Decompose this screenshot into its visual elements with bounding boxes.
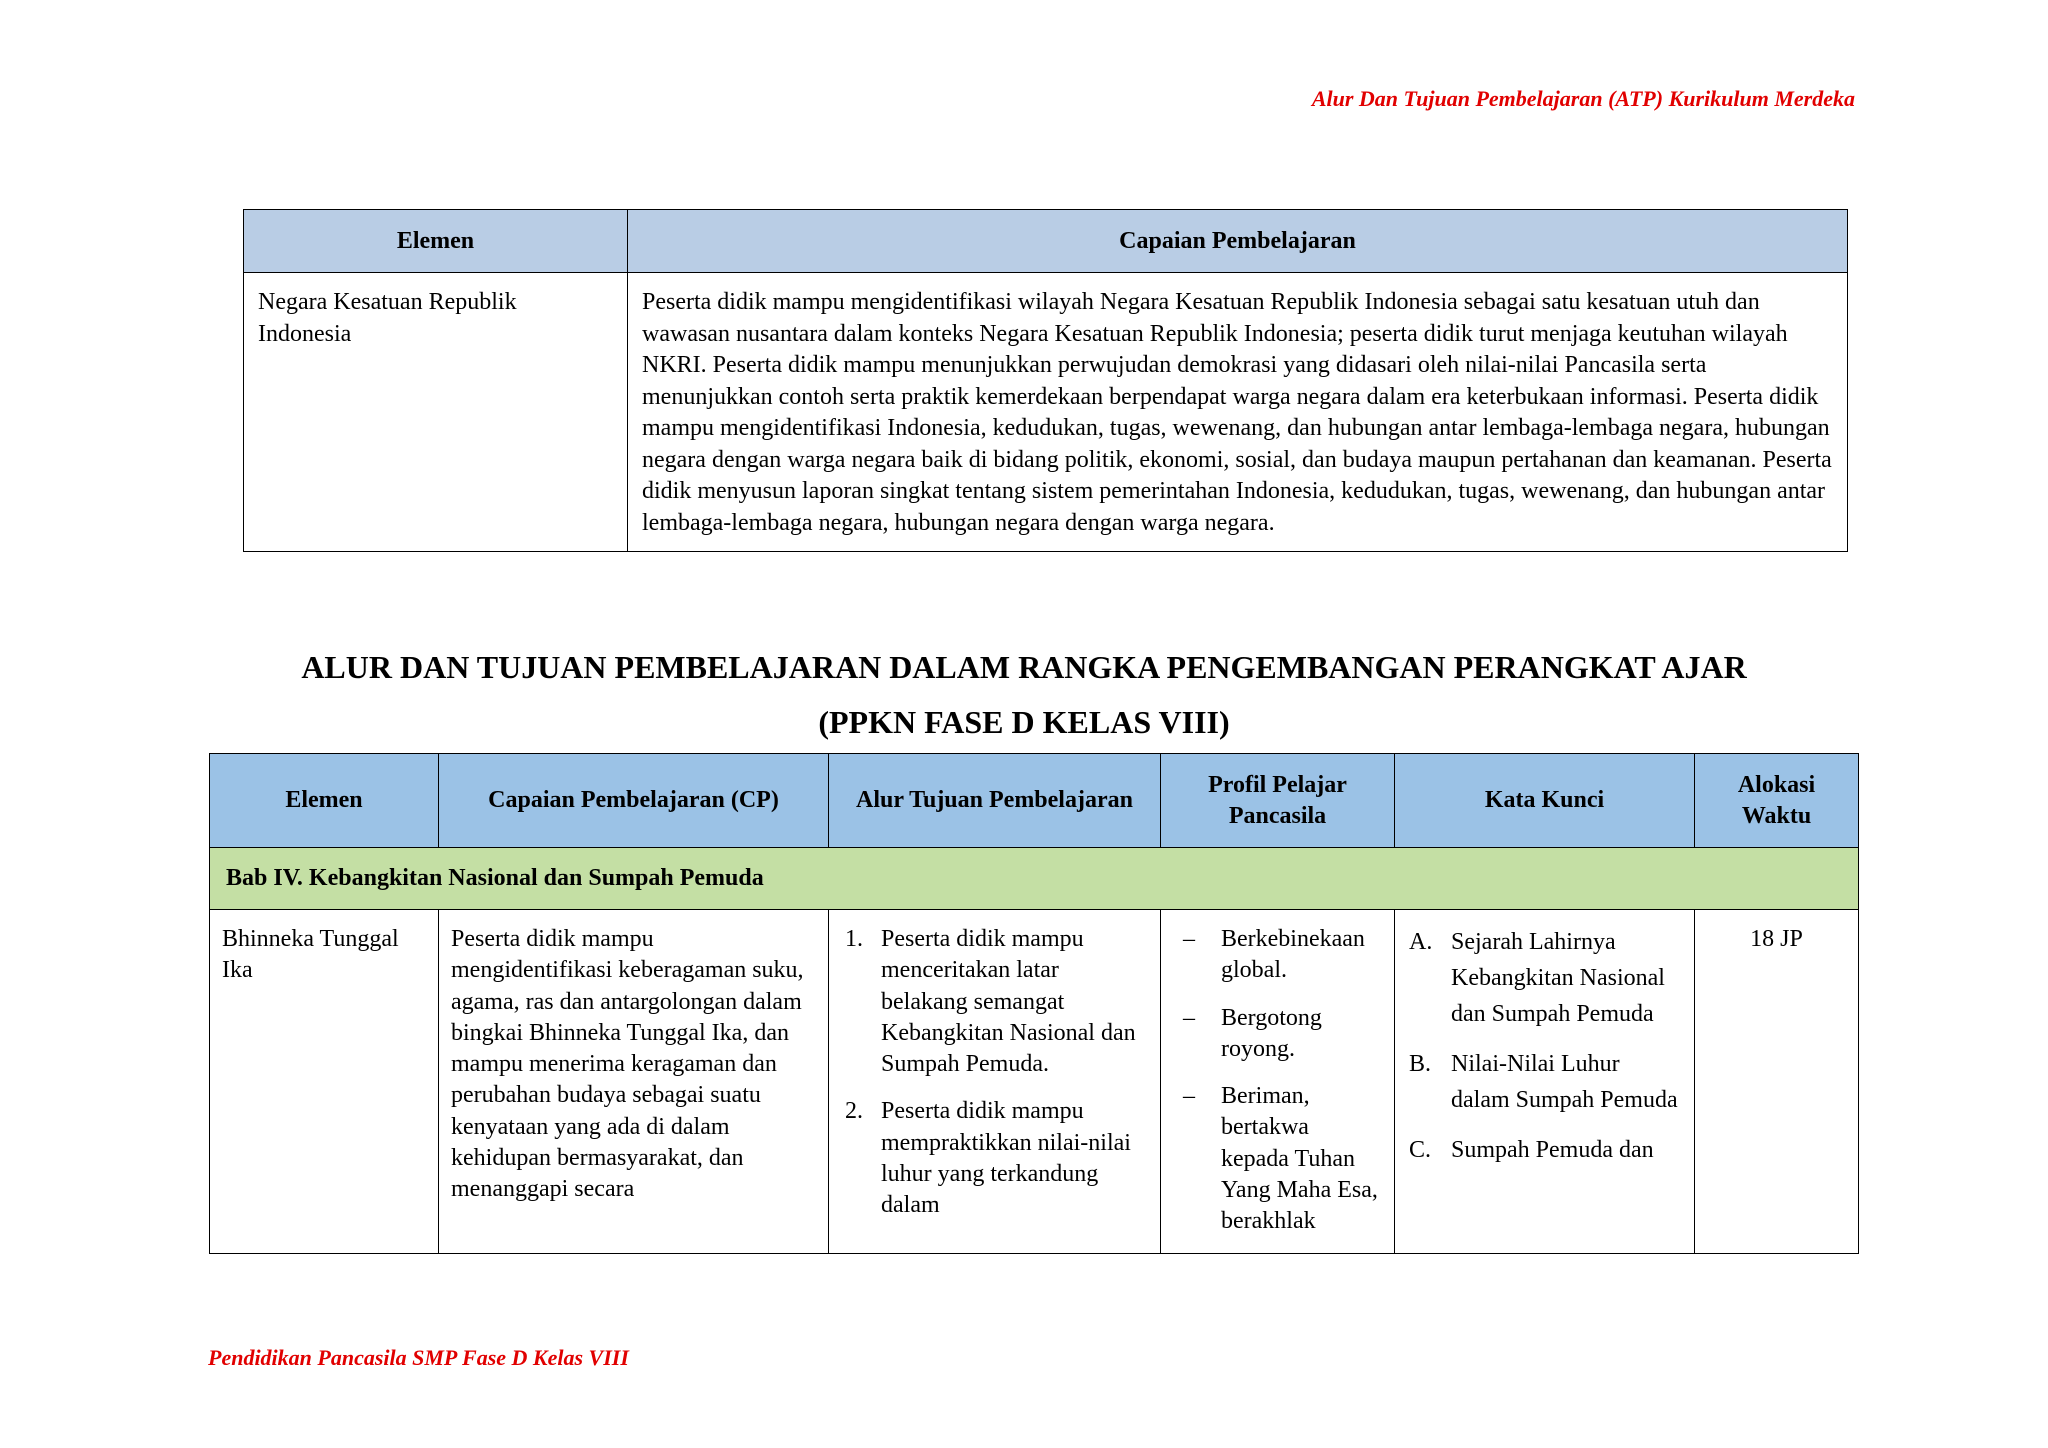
header-elemen: Elemen xyxy=(244,210,628,273)
alur-tujuan-container xyxy=(841,924,1148,1236)
document-title xyxy=(0,640,2048,750)
cell-alur-tujuan xyxy=(829,910,1161,1254)
dash-bullet: – xyxy=(1183,926,1195,952)
chapter-title: Bab IV. Kebangkitan Nasional dan Sumpah Pemuda xyxy=(210,848,1859,910)
profil-list xyxy=(1173,924,1382,1236)
list-number: 1. xyxy=(845,926,863,952)
list-text: Bergotong royong. xyxy=(1221,1004,1322,1062)
cell-profil-pelajar xyxy=(1161,910,1395,1254)
dash-bullet: – xyxy=(1183,1083,1195,1110)
header-profil-pelajar: Profil Pelajar Pancasila xyxy=(1161,754,1395,848)
alur-tujuan-pembelajaran-table xyxy=(209,753,1859,1254)
list-item xyxy=(1173,1003,1382,1066)
header-capaian-pembelajaran: Capaian Pembelajaran (CP) xyxy=(439,754,829,848)
header-alokasi-waktu: Alokasi Waktu xyxy=(1695,754,1859,848)
alur-tujuan-list xyxy=(841,924,1148,1222)
list-letter: A. xyxy=(1409,929,1433,955)
capaian-pembelajaran-table xyxy=(243,209,1848,552)
kata-kunci-container xyxy=(1407,924,1682,1236)
elemen-text: Bhinneka Tunggal Ika xyxy=(222,926,399,984)
header-elemen: Elemen xyxy=(210,754,439,848)
list-text: Berkebinekaan global. xyxy=(1221,926,1365,984)
table-row xyxy=(244,273,1848,552)
table-header-row xyxy=(244,210,1848,273)
title-line-1: ALUR DAN TUJUAN PEMBELAJARAN DALAM RANGKA PENGEMBANGAN PERANGKAT AJAR xyxy=(301,649,1747,685)
capaian-text: Peserta didik mampu mengidentifikasi keberagaman suku, agama, ras dan antargolongan dalam bingkai Bhinneka Tunggal Ika, dan mampu menerima keragaman dan perubahan budaya sebagai suatu kenyataan yang ada di dalam kehidupan bermasyarakat, dan menanggapi secara xyxy=(451,926,804,1203)
table-header-row xyxy=(210,754,1859,848)
list-number: 2. xyxy=(845,1098,863,1125)
list-item xyxy=(1173,924,1382,987)
list-item xyxy=(1407,1132,1682,1168)
header-capaian: Capaian Pembelajaran xyxy=(628,210,1848,273)
cell-capaian-pembelajaran xyxy=(439,910,829,1254)
running-header: Alur Dan Tujuan Pembelajaran (ATP) Kurikulum Merdeka xyxy=(1311,86,1855,111)
list-text: Peserta didik mampu menceritakan latar belakang semangat Kebangkitan Nasional dan Sumpah Pemuda. xyxy=(881,926,1136,1078)
running-footer: Pendidikan Pancasila SMP Fase D Kelas VIII xyxy=(208,1345,629,1370)
list-item xyxy=(841,924,1148,1080)
list-text: Peserta didik mampu mempraktikkan nilai-nilai luhur yang terkandung dalam xyxy=(881,1098,1131,1219)
cell-alokasi-waktu xyxy=(1695,910,1859,1254)
list-text: Sumpah Pemuda dan xyxy=(1451,1137,1654,1163)
table-row xyxy=(210,910,1859,1254)
cell-elemen: Negara Kesatuan Republik Indonesia xyxy=(244,273,628,552)
list-text: Beriman, bertakwa kepada Tuhan Yang Maha Esa, berakhlak xyxy=(1221,1083,1378,1235)
title-line-2: (PPKN FASE D KELAS VIII) xyxy=(818,704,1230,740)
cell-capaian: Peserta didik mampu mengidentifikasi wilayah Negara Kesatuan Republik Indonesia sebagai satu kesatuan utuh dan wawasan nusantara dalam konteks Negara Kesatuan Republik Indonesia; peserta didik turut menjaga keutuhan wilayah NKRI. Peserta didik mampu menunjukkan perwujudan demokrasi yang didasari oleh nilai-nilai Pancasila serta menunjukkan contoh serta praktik kemerdekaan berpendapat warga negara dalam era keterbukaan informasi. Peserta didik mampu mengidentifikasi Indonesia, kedudukan, tugas, wewenang, dan hubungan antar lembaga-lembaga negara, hubungan negara dengan warga negara baik di bidang politik, ekonomi, sosial, dan budaya maupun pertahanan dan keamanan. Peserta didik menyusun laporan singkat tentang sistem pemerintahan Indonesia, kedudukan, tugas, wewenang, dan hubungan antar lembaga-lembaga negara, hubungan negara dengan warga negara. xyxy=(628,273,1848,552)
list-text: Nilai-Nilai Luhur dalam Sumpah Pemuda xyxy=(1451,1051,1678,1113)
dash-bullet: – xyxy=(1183,1004,1195,1031)
list-item xyxy=(1173,1081,1382,1236)
header-alur-tujuan: Alur Tujuan Pembelajaran xyxy=(829,754,1161,848)
list-item xyxy=(1407,1046,1682,1118)
list-item xyxy=(1407,924,1682,1032)
list-item xyxy=(841,1096,1148,1221)
cell-elemen xyxy=(210,910,439,1254)
chapter-row xyxy=(210,848,1859,910)
profil-container xyxy=(1173,924,1382,1236)
list-letter: C. xyxy=(1409,1137,1432,1163)
list-text: Sejarah Lahirnya Kebangkitan Nasional dan Sumpah Pemuda xyxy=(1451,929,1665,1027)
kata-kunci-list xyxy=(1407,924,1682,1168)
alokasi-text: 18 JP xyxy=(1750,926,1803,952)
header-kata-kunci: Kata Kunci xyxy=(1395,754,1695,848)
list-letter: B. xyxy=(1409,1051,1432,1077)
cell-kata-kunci xyxy=(1395,910,1695,1254)
